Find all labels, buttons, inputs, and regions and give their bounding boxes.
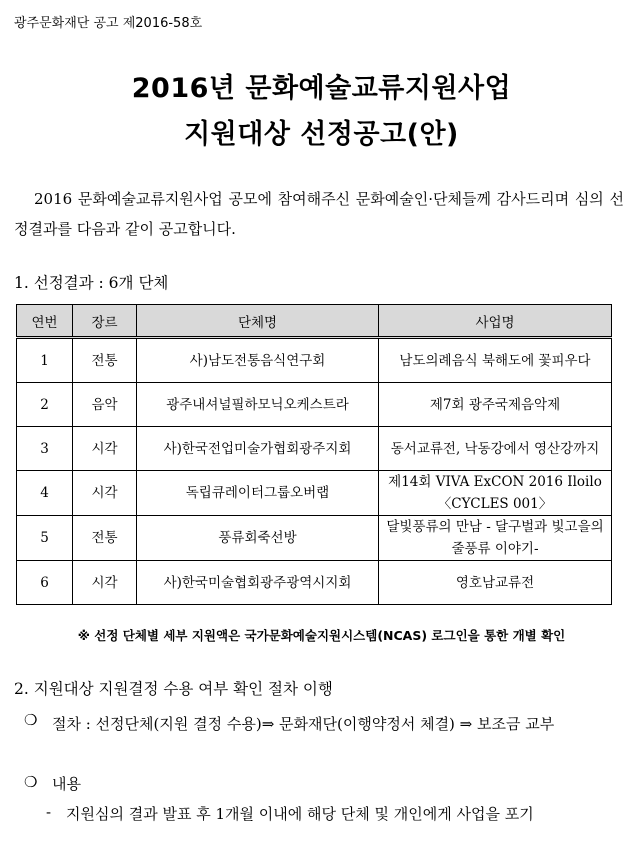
cell-group: 독립큐레이터그룹오버랩 <box>137 471 379 516</box>
table-row <box>17 338 612 383</box>
cell-project: 제7회 광주국제음악제 <box>379 383 612 427</box>
header-no: 연번 <box>17 305 73 338</box>
selection-table <box>16 304 612 605</box>
header-genre: 장르 <box>73 305 137 338</box>
cell-no: 4 <box>17 471 73 516</box>
detail-text: 지원심의 결과 발표 후 1개월 이내에 해당 단체 및 개인에게 사업을 포기 <box>66 805 534 823</box>
page-title-line2: 지원대상 선정공고(안) <box>184 119 459 150</box>
table-row <box>17 383 612 427</box>
cell-no: 3 <box>17 427 73 471</box>
footnote: ※ 선정 단체별 세부 지원액은 국가문화예술지원시스템(NCAS) 로그인을 통한 개별 확인 <box>77 628 566 643</box>
cell-project: 제14회 VIVA ExCON 2016 Iloilo 〈CYCLES 001〉 <box>379 471 612 516</box>
circle-bullet-icon: ❍ <box>24 773 38 791</box>
cell-project: 달빛풍류의 만남 - 달구벌과 빛고을의 줄풍류 이야기- <box>379 516 612 561</box>
table-row <box>17 516 612 561</box>
cell-group: 광주내셔널필하모닉오케스트라 <box>137 383 379 427</box>
cell-group: 사)남도전통음식연구회 <box>137 338 379 383</box>
table-row <box>17 427 612 471</box>
cell-genre: 전통 <box>73 516 137 561</box>
dash-bullet: - <box>46 803 52 821</box>
cell-no: 1 <box>17 338 73 383</box>
table-row <box>17 471 612 516</box>
procedure-text: 절차 : 선정단체(지원 결정 수용)⇒ 문화재단(이행약정서 체결) ⇒ 보조금 교부 <box>52 715 555 733</box>
page-title-line1: 2016년 문화예술교류지원사업 <box>131 73 512 104</box>
header-project: 사업명 <box>379 305 612 338</box>
cell-genre: 시각 <box>73 471 137 516</box>
table-header-row <box>17 305 612 338</box>
content-label: 내용 <box>52 775 81 793</box>
cell-genre: 시각 <box>73 427 137 471</box>
cell-genre: 시각 <box>73 561 137 605</box>
intro-paragraph: 2016 문화예술교류지원사업 공모에 참여해주신 문화예술인·단체들께 감사드리며 심의 선정결과를 다음과 같이 공고합니다. <box>14 190 624 238</box>
cell-no: 6 <box>17 561 73 605</box>
cell-project: 동서교류전, 낙동강에서 영산강까지 <box>379 427 612 471</box>
cell-group: 풍류회죽선방 <box>137 516 379 561</box>
cell-genre: 전통 <box>73 338 137 383</box>
cell-project: 영호남교류전 <box>379 561 612 605</box>
section1-heading: 1. 선정결과 : 6개 단체 <box>14 274 169 292</box>
cell-genre: 음악 <box>73 383 137 427</box>
circle-bullet-icon: ❍ <box>24 711 38 729</box>
cell-group: 사)한국전업미술가협회광주지회 <box>137 427 379 471</box>
notice-number: 광주문화재단 공고 제2016-58호 <box>14 16 203 31</box>
cell-group: 사)한국미술협회광주광역시지회 <box>137 561 379 605</box>
header-group: 단체명 <box>137 305 379 338</box>
cell-no: 2 <box>17 383 73 427</box>
cell-project: 남도의례음식 북해도에 꽃피우다 <box>379 338 612 383</box>
cell-no: 5 <box>17 516 73 561</box>
section2-heading: 2. 지원대상 지원결정 수용 여부 확인 절차 이행 <box>14 680 333 698</box>
table-row <box>17 561 612 605</box>
